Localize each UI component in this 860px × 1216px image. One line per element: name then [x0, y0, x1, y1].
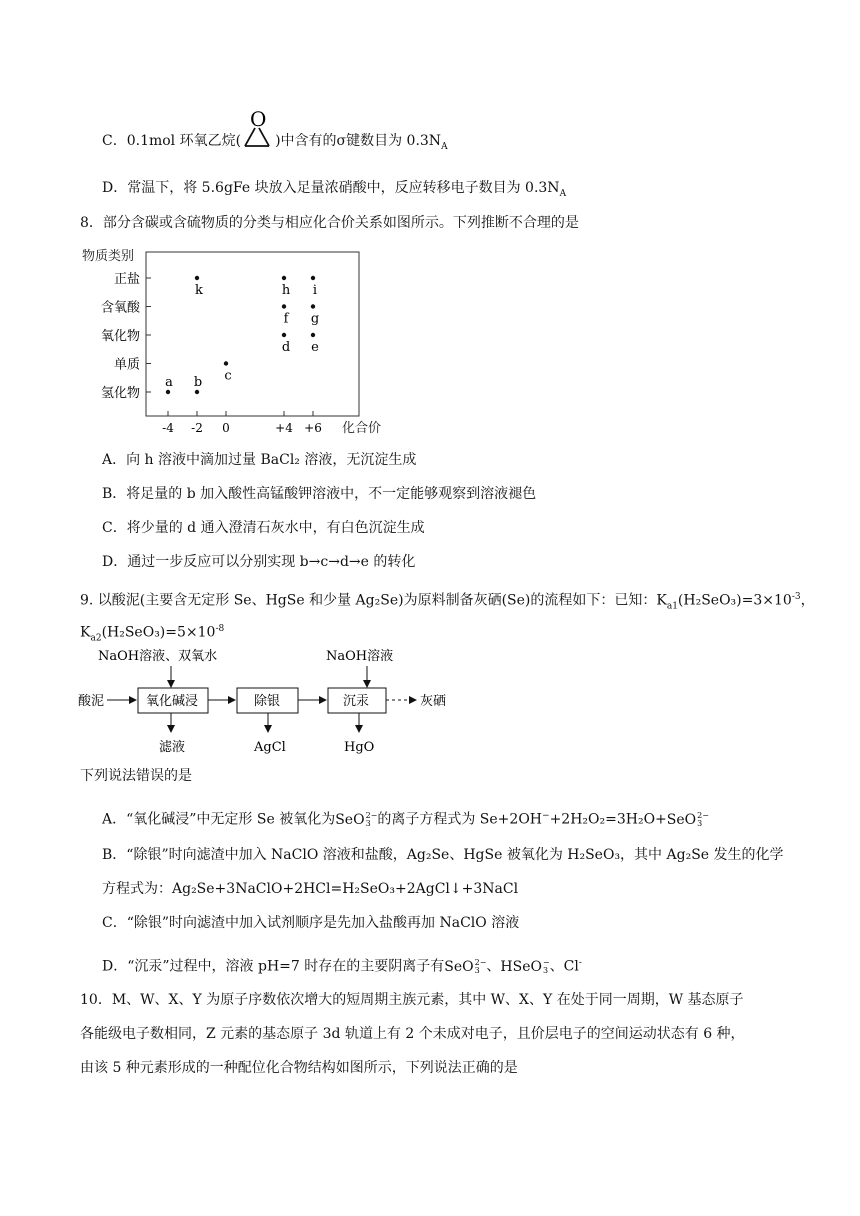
chart-xtick-label: -2 — [191, 421, 203, 435]
chart-frame — [146, 252, 359, 416]
svg-text:沉汞: 沉汞 — [343, 694, 370, 709]
q9-option-b-line1: B．“除银”时向滤渣中加入 NaClO 溶液和盐酸，Ag₂Se、HgSe 被氧化为 H₂SeO₃，其中 Ag₂Se 发生的化学 — [102, 847, 784, 863]
flow-out-agcl: AgCl — [254, 740, 286, 755]
q10-line2: 各能级电子数相同，Z 元素的基态原子 3d 轨道上有 2 个未成对电子，且价层电子的空间运动状态有 6 种， — [80, 1026, 745, 1042]
q9-stem-line2: $K_{a2}(H_2SeO_3)=5\times 10^{-8}$ — [80, 624, 225, 644]
flow-end: 灰硒 — [420, 694, 447, 709]
chart-ytick-label: 正盐 — [113, 272, 140, 287]
flow-reagent-3: NaOH溶液 — [326, 649, 394, 664]
chart-ytick-label: 单质 — [113, 357, 140, 373]
q10-line3: 由该 5 种元素形成的一种配位化合物结构如图所示，下列说法正确的是 — [80, 1060, 518, 1076]
chart-point-label-c: c — [224, 368, 232, 384]
q9-option-b-line2: 方程式为：Ag₂Se+3NaClO+2HCl=H₂SeO₃+2AgCl↓+3NaCl — [102, 881, 519, 897]
q8-option-c: C．将少量的 d 通入澄清石灰水中，有白色沉淀生成 — [102, 520, 425, 536]
q8-chart — [80, 242, 400, 442]
q9-stem-line1: 9. 以酸泥(主要含无定形 Se、HgSe 和少量 Ag₂Se)为原料制备灰硒(Se)的流程如下：已知：$K_{a1}(H_2SeO_3)=3\times 10^{-3}$， — [80, 592, 815, 612]
chart-xlabel: 化合价 — [342, 421, 382, 436]
q8-option-d: D．通过一步反应可以分别实现 b→c→d→e 的转化 — [102, 554, 416, 570]
q8-option-b: B．将足量的 b 加入酸性高锰酸钾溶液中，不一定能够观察到溶液褪色 — [102, 486, 537, 502]
chart-ytick-label: 氧化物 — [100, 329, 140, 344]
chart-point-label-e: e — [311, 340, 319, 355]
chart-xtick-label: -4 — [162, 421, 174, 435]
q9-lead: 下列说法错误的是 — [80, 768, 192, 784]
q8-stem: 8．部分含碳或含硫物质的分类与相应化合价关系如图所示。下列推断不合理的是 — [80, 215, 579, 231]
chart-point-k — [195, 276, 199, 280]
chart-point-b — [195, 390, 199, 394]
chart-point-e — [311, 333, 315, 337]
flow-out-filtrate: 滤液 — [159, 740, 186, 755]
svg-text:除银: 除银 — [254, 694, 281, 709]
chart-point-f — [282, 304, 286, 308]
chart-point-i — [311, 276, 315, 280]
chart-point-label-g: g — [310, 311, 320, 327]
chart-xtick-label: 0 — [222, 421, 230, 435]
chart-point-label-a: a — [165, 375, 173, 390]
epoxide-structure — [241, 108, 275, 152]
q8-option-a: A．向 h 溶液中滴加过量 BaCl₂ 溶液，无沉淀生成 — [102, 452, 417, 468]
flow-start: 酸泥 — [78, 694, 105, 709]
chart-point-label-b: b — [193, 375, 203, 390]
flow-reagent-1: NaOH溶液、双氧水 — [98, 649, 218, 664]
q7-option-d: D．常温下，将 5.6gFe 块放入足量浓硝酸中，反应转移电子数目为 $0.3N_A$ — [102, 180, 567, 199]
chart-point-label-h: h — [281, 283, 291, 298]
q9-option-a: A．“氧化碱浸”中无定形 Se 被氧化为SeO 2− 3 的离子方程式为 Se+2OH−+2H₂O₂=3H₂O+SeO 2− 3 — [102, 810, 709, 828]
chart-point-d — [282, 333, 286, 337]
chart-point-c — [224, 361, 228, 365]
q7-option-c: C．0.1mol 环氧乙烷( O )中含有的σ键数目为 $0.3N_A$ — [102, 108, 448, 152]
epoxide-oxygen: O — [250, 108, 267, 131]
chart-point-h — [282, 276, 286, 280]
q9-option-d: D．“沉汞”过程中，溶液 pH=7 时存在的主要阴离子有SeO 2− 3 、HSeO − 3 、Cl- — [102, 957, 582, 975]
q10-line1: 10．M、W、X、Y 为原子序数依次增大的短周期主族元素，其中 W、X、Y 在处于同一周期，W 基态原子 — [80, 992, 744, 1008]
chart-point-a — [166, 390, 170, 394]
chart-point-label-f: f — [283, 311, 289, 327]
chart-point-label-k: k — [195, 283, 203, 298]
chart-xtick-label: +4 — [275, 421, 293, 435]
chart-point-label-d: d — [281, 340, 291, 355]
q9-flowchart — [78, 644, 498, 764]
chart-point-g — [311, 304, 315, 308]
flow-out-hgo: HgO — [344, 740, 375, 755]
chart-ylabel: 物质类别 — [82, 249, 135, 264]
chart-point-label-i: i — [312, 283, 318, 298]
svg-text:氧化碱浸: 氧化碱浸 — [146, 694, 199, 709]
chart-xtick-label: +6 — [304, 421, 322, 435]
chart-ytick-label: 含氧酸 — [100, 300, 140, 316]
chart-ytick-label: 氢化物 — [100, 386, 140, 401]
q9-option-c: C．“除银”时向滤渣中加入试剂顺序是先加入盐酸再加 NaClO 溶液 — [102, 915, 520, 931]
